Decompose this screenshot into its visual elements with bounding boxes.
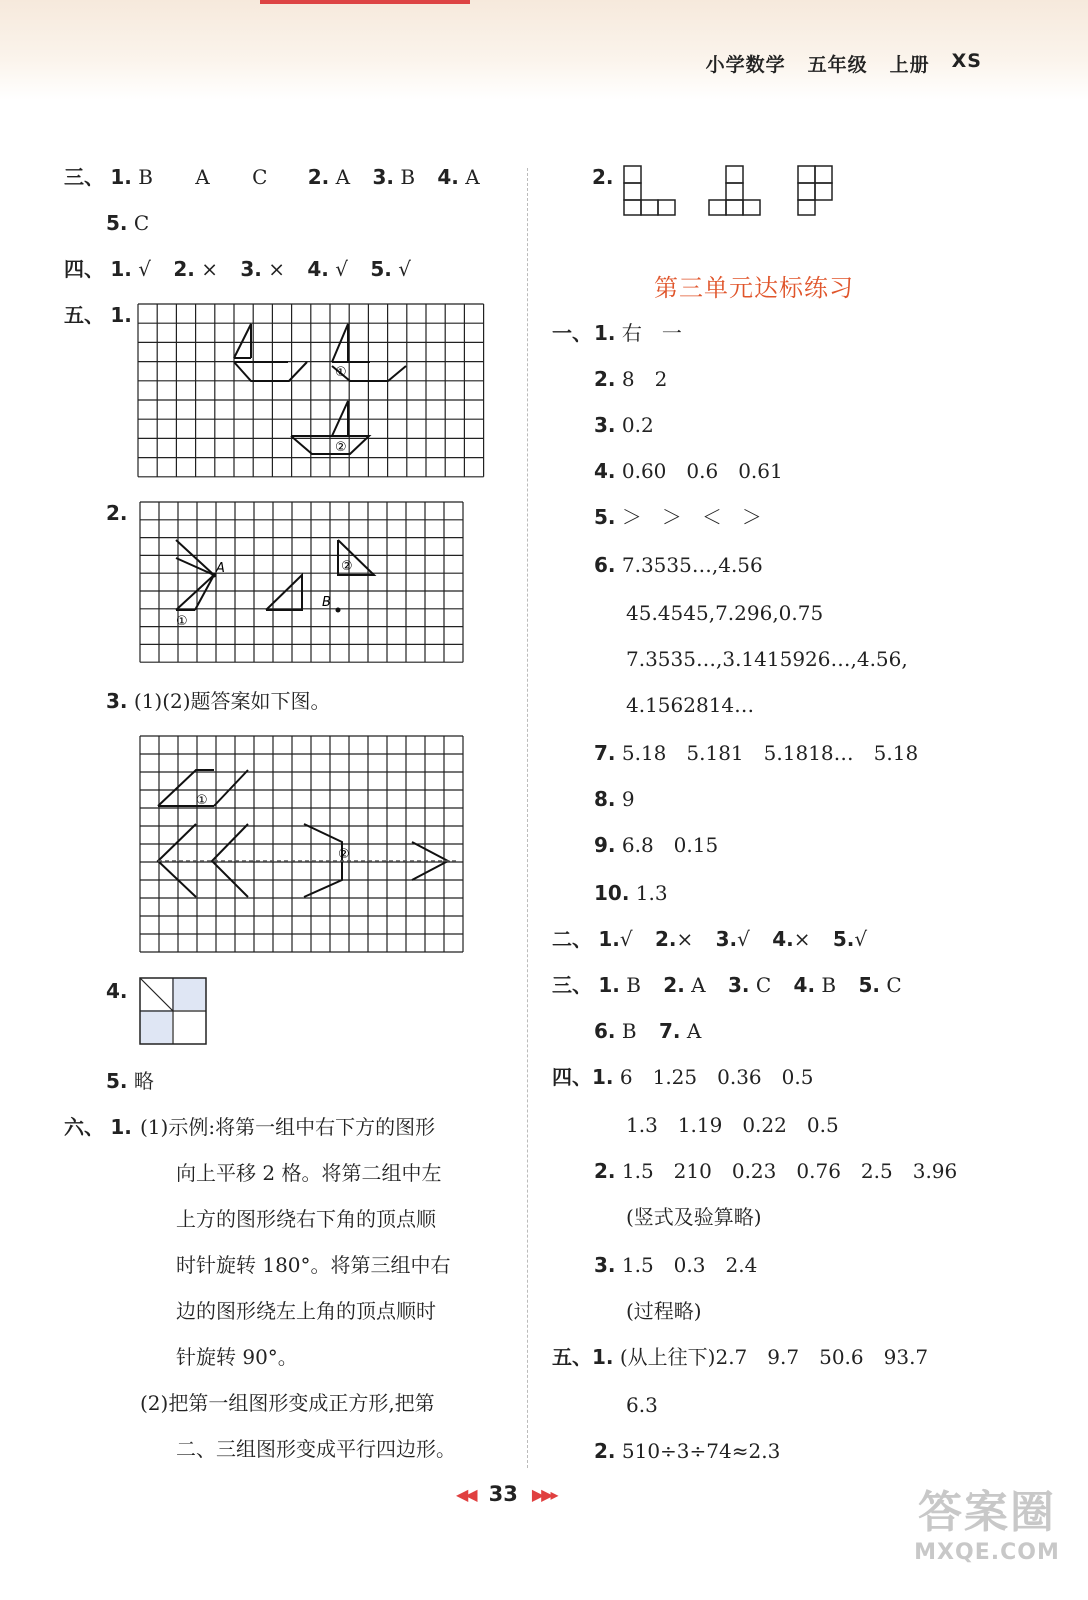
right-si-line-1: 四、1. 6 1.25 0.36 0.5 <box>552 1065 814 1089</box>
grid-lines <box>138 304 484 477</box>
right-q2-label: 2. <box>592 165 614 189</box>
figure-2-shapes <box>176 540 374 629</box>
left-wu-q1: 五、 1. <box>64 303 132 327</box>
yi-item-7: 7. 5.18 5.181 5.1818… 5.18 <box>594 741 919 765</box>
figure-1-shapes <box>234 324 406 455</box>
liu-line-6: 针旋转 90°。 <box>176 1345 298 1369</box>
header-edition: XS <box>951 50 982 72</box>
yi-item-6-line-3: 7.3535…,3.1415926…,4.56, <box>626 647 908 671</box>
right-wu-line-3: 2. 510÷3÷74≈2.3 <box>594 1439 781 1463</box>
right-si-line-6: (过程略) <box>626 1299 702 1323</box>
grid-figure-3 <box>138 734 468 956</box>
header-grade: 五年级 <box>807 54 868 76</box>
left-wu-q2: 2. <box>106 501 128 525</box>
cube-views-figure <box>620 162 840 222</box>
right-wu-line-2: 6.3 <box>626 1393 658 1417</box>
liu-line-7: (2)把第一组图形变成正方形,把第 <box>140 1391 435 1415</box>
liu-line-1: (1)示例:将第一组中右下方的图形 <box>140 1115 436 1139</box>
right-si-line-3: 2. 1.5 210 0.23 0.76 2.5 3.96 <box>594 1159 958 1183</box>
prev-arrows-icon: ◀◀ <box>456 1484 475 1504</box>
yi-item-10: 10. 1.3 <box>594 881 668 905</box>
figure-2-label-1: ① <box>176 614 188 629</box>
square-figure-4 <box>138 976 210 1048</box>
yi-item-6: 6. 7.3535…,4.56 <box>594 553 763 577</box>
figure-3-shapes <box>158 770 458 897</box>
header-accent-line <box>260 0 470 4</box>
right-san-line2: 6. B 7. A <box>594 1019 702 1043</box>
liu-line-5: 边的图形绕左上角的顶点顺时 <box>176 1299 436 1323</box>
yi-item-2: 2. 8 2 <box>594 367 668 391</box>
left-si-line: 四、 1. √ 2. × 3. × 4. √ 5. √ <box>64 257 411 281</box>
left-san-line1: 三、 1. B A C 2. A 3. B 4. A <box>64 165 480 189</box>
yi-item-9: 9. 6.8 0.15 <box>594 833 719 857</box>
watermark-logo: 答案圈 MXQE.COM <box>914 1486 1060 1565</box>
figure-2-point-b: B <box>322 595 331 610</box>
yi-item-3: 3. 0.2 <box>594 413 654 437</box>
figure-2-point-a: A <box>216 561 225 576</box>
figure-3-label-1: ① <box>196 793 208 808</box>
figure-2-label-2: ② <box>341 559 353 574</box>
figure-1-label-2: ② <box>335 440 347 455</box>
right-wu-line-1: 五、1. (从上往下)2.7 9.7 50.6 93.7 <box>552 1345 929 1369</box>
next-arrows-icon: ▶▶▸ <box>531 1484 556 1504</box>
unit-title: 第三单元达标练习 <box>654 274 854 302</box>
page-number: 33 <box>488 1482 518 1506</box>
liu-line-8: 二、三组图形变成平行四边形。 <box>176 1437 456 1461</box>
yi-item-4: 4. 0.60 0.6 0.61 <box>594 459 783 483</box>
yi-item-6-line-2: 45.4545,7.296,0.75 <box>626 601 824 625</box>
right-si-line-4: (竖式及验算略) <box>626 1205 762 1229</box>
grid-figure-1 <box>136 302 488 482</box>
book-header <box>706 50 982 77</box>
liu-line-3: 上方的图形绕右下角的顶点顺 <box>176 1207 436 1231</box>
left-liu-q1-label: 六、 1. <box>64 1115 132 1139</box>
right-si-line-5: 3. 1.5 0.3 2.4 <box>594 1253 758 1277</box>
right-san-line1: 三、 1. B 2. A 3. C 4. B 5. C <box>552 973 902 997</box>
right-si-line-2: 1.3 1.19 0.22 0.5 <box>626 1113 839 1137</box>
header-subject: 小学数学 <box>705 54 786 76</box>
left-wu-q4: 4. <box>106 979 128 1003</box>
liu-line-2: 向上平移 2 格。将第二组中左 <box>176 1161 442 1185</box>
left-san-line2: 5. C <box>106 211 150 235</box>
figure-1-label-1: ① <box>335 365 347 380</box>
yi-item-8: 8. 9 <box>594 787 635 811</box>
header-volume: 上册 <box>889 54 930 76</box>
yi-item-5: 5. ＞ ＞ ＜ ＞ <box>594 505 762 529</box>
liu-line-4: 时针旋转 180°。将第三组中右 <box>176 1253 451 1277</box>
grid-figure-2 <box>138 500 468 670</box>
left-wu-q3: 3. (1)(2)题答案如下图。 <box>106 689 331 713</box>
figure-3-label-2: ② <box>338 847 350 862</box>
column-divider <box>527 168 528 1468</box>
yi-item-6-line-4: 4.1562814… <box>626 693 755 717</box>
yi-item-1: 1. 右 一 <box>594 321 682 345</box>
left-wu-q5: 5. 略 <box>106 1069 154 1093</box>
right-yi-label: 一、 <box>552 321 592 345</box>
right-er-line: 二、 1.√ 2.× 3.√ 4.× 5.√ <box>552 927 868 951</box>
page-footer <box>456 1482 555 1506</box>
